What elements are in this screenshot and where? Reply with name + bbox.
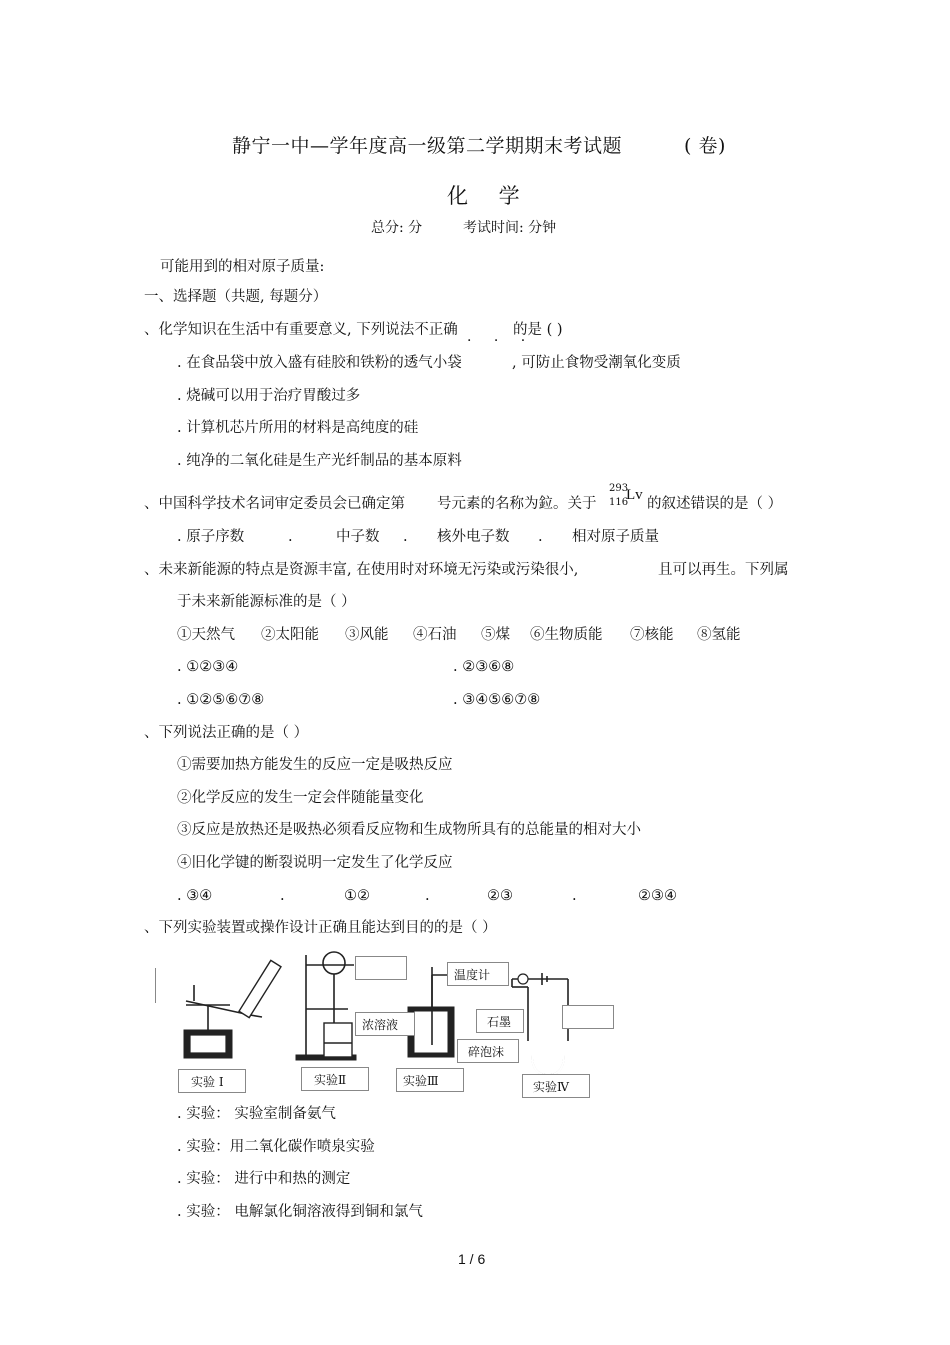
q3-item-3: ③风能 — [345, 627, 389, 643]
q2-stem-cont: 号元素的名称为鉝。关于 — [437, 496, 597, 512]
label-box-left-edge — [155, 968, 156, 1003]
label-box-foam — [457, 1039, 519, 1063]
q3-option-c: . ①②⑤⑥⑦⑧ — [177, 692, 265, 708]
q3-stem: 、未来新能源的特点是资源丰富, 在使用时对环境无污染或污染很小, — [144, 562, 579, 578]
q3-item-1: ①天然气 — [177, 627, 235, 643]
q4-stem: 、下列说法正确的是（ ） — [144, 725, 309, 741]
total-score: 总分: 分 — [371, 220, 423, 236]
q1-option-c: . 计算机芯片所用的材料是高纯度的硅 — [177, 420, 419, 436]
label-box-exp1 — [178, 1069, 246, 1093]
label-box-conc — [355, 1012, 415, 1036]
section-heading: 一、选择题（共题, 每题分） — [144, 289, 328, 305]
q3-item-6: ⑥生物质能 — [530, 627, 603, 643]
q3-option-b: . ②③⑥⑧ — [453, 659, 515, 675]
q5-option-a: . 实验： 实验室制备氨气 — [177, 1106, 336, 1122]
q2-stem: 、中国科学技术名词审定委员会已确定第 — [144, 496, 405, 512]
q4-statement-3: ③反应是放热还是吸热必须看反应物和生成物所具有的总能量的相对大小 — [177, 822, 641, 838]
q4-statement-1: ①需要加热方能发生的反应一定是吸热反应 — [177, 757, 453, 773]
q4-option-a: . ③④ — [177, 888, 213, 904]
q1-emphasis-dots: · · · — [467, 333, 535, 349]
q2-option-c: 核外电子数 — [437, 529, 510, 545]
exam-title: 静宁一中—学年度高一级第二学期期末考试题 — [232, 135, 623, 157]
label-box-exp2 — [301, 1067, 369, 1091]
q3-item-2: ②太阳能 — [261, 627, 319, 643]
label-box-exp4 — [522, 1074, 590, 1098]
label-experiment-4: 实验Ⅳ — [533, 1080, 569, 1094]
atomic-mass-note: 可能用到的相对原子质量: — [160, 259, 325, 275]
q1-option-a-cont: , 可防止食物受潮氧化变质 — [512, 355, 681, 371]
q1-tail: 的是 ( ) — [513, 322, 563, 338]
q3-item-7: ⑦核能 — [630, 627, 674, 643]
label-box-top — [355, 956, 407, 980]
q3-item-4: ④石油 — [413, 627, 457, 643]
label-graphite: 石墨 — [487, 1015, 512, 1029]
q4-statement-4: ④旧化学键的断裂说明一定发生了化学反应 — [177, 855, 453, 871]
q1-option-d: . 纯净的二氧化硅是生产光纤制品的基本原料 — [177, 453, 462, 469]
q3-item-5: ⑤煤 — [481, 627, 510, 643]
q2-option-a: . 原子序数 — [177, 529, 245, 545]
q3-option-d: . ③④⑤⑥⑦⑧ — [453, 692, 541, 708]
q2-mass-number: 293 — [609, 483, 629, 494]
q2-option-b: 中子数 — [336, 529, 380, 545]
q3-stem-line2: 于未来新能源标准的是（ ） — [177, 594, 356, 610]
label-foam: 碎泡沫 — [468, 1045, 505, 1059]
label-box-graphite — [476, 1009, 524, 1033]
q3-stem-cont: 且可以再生。下列属 — [658, 562, 789, 578]
label-experiment-2: 实验Ⅱ — [314, 1073, 347, 1087]
q4-option-b-dot: . — [280, 888, 285, 904]
q2-option-c-dot: . — [403, 529, 408, 545]
q1-option-b: . 烧碱可以用于治疗胃酸过多 — [177, 388, 361, 404]
subject-title: 化 学 — [447, 184, 532, 208]
label-box-thermometer — [447, 962, 509, 986]
q1-stem: 、化学知识在生活中有重要意义, 下列说法不正确 — [144, 322, 458, 338]
q4-option-d: ②③④ — [638, 888, 677, 904]
page-number: 1 / 6 — [458, 1251, 486, 1267]
q4-option-c-dot: . — [425, 888, 430, 904]
apparatus-1 — [184, 960, 281, 1058]
q2-option-d-dot: . — [538, 529, 543, 545]
q3-option-a: . ①②③④ — [177, 659, 239, 675]
label-conc-solution: 浓溶液 — [362, 1018, 399, 1032]
q5-stem: 、下列实验装置或操作设计正确且能达到目的的是（ ） — [144, 920, 497, 936]
q4-statement-2: ②化学反应的发生一定会伴随能量变化 — [177, 790, 424, 806]
label-box-right — [562, 1005, 614, 1029]
q5-option-d: . 实验： 电解氯化铜溶液得到铜和氯气 — [177, 1204, 423, 1220]
q5-option-c: . 实验： 进行中和热的测定 — [177, 1171, 351, 1187]
label-thermometer: 温度计 — [454, 968, 491, 982]
label-experiment-3: 实验Ⅲ — [403, 1074, 439, 1088]
q4-option-b: ①② — [344, 888, 370, 904]
q2-element-symbol: Lv — [626, 487, 643, 503]
q4-option-c: ②③ — [487, 888, 513, 904]
q1-option-a: . 在食品袋中放入盛有硅胶和铁粉的透气小袋 — [177, 355, 462, 371]
q4-option-d-dot: . — [572, 888, 577, 904]
q2-atomic-number: 116 — [609, 497, 629, 508]
exam-time: 考试时间: 分钟 — [463, 220, 557, 236]
q3-item-8: ⑧氢能 — [697, 627, 741, 643]
q5-option-b: . 实验：用二氧化碳作喷泉实验 — [177, 1139, 375, 1155]
exam-volume: ( 卷) — [684, 135, 726, 157]
q2-option-b-dot: . — [288, 529, 293, 545]
label-experiment-1: 实验 I — [191, 1075, 224, 1089]
q2-tail: 的叙述错误的是（ ） — [647, 496, 783, 512]
apparatus-2 — [296, 952, 356, 1060]
label-box-exp3 — [396, 1068, 464, 1092]
q2-option-d: 相对原子质量 — [572, 529, 659, 545]
